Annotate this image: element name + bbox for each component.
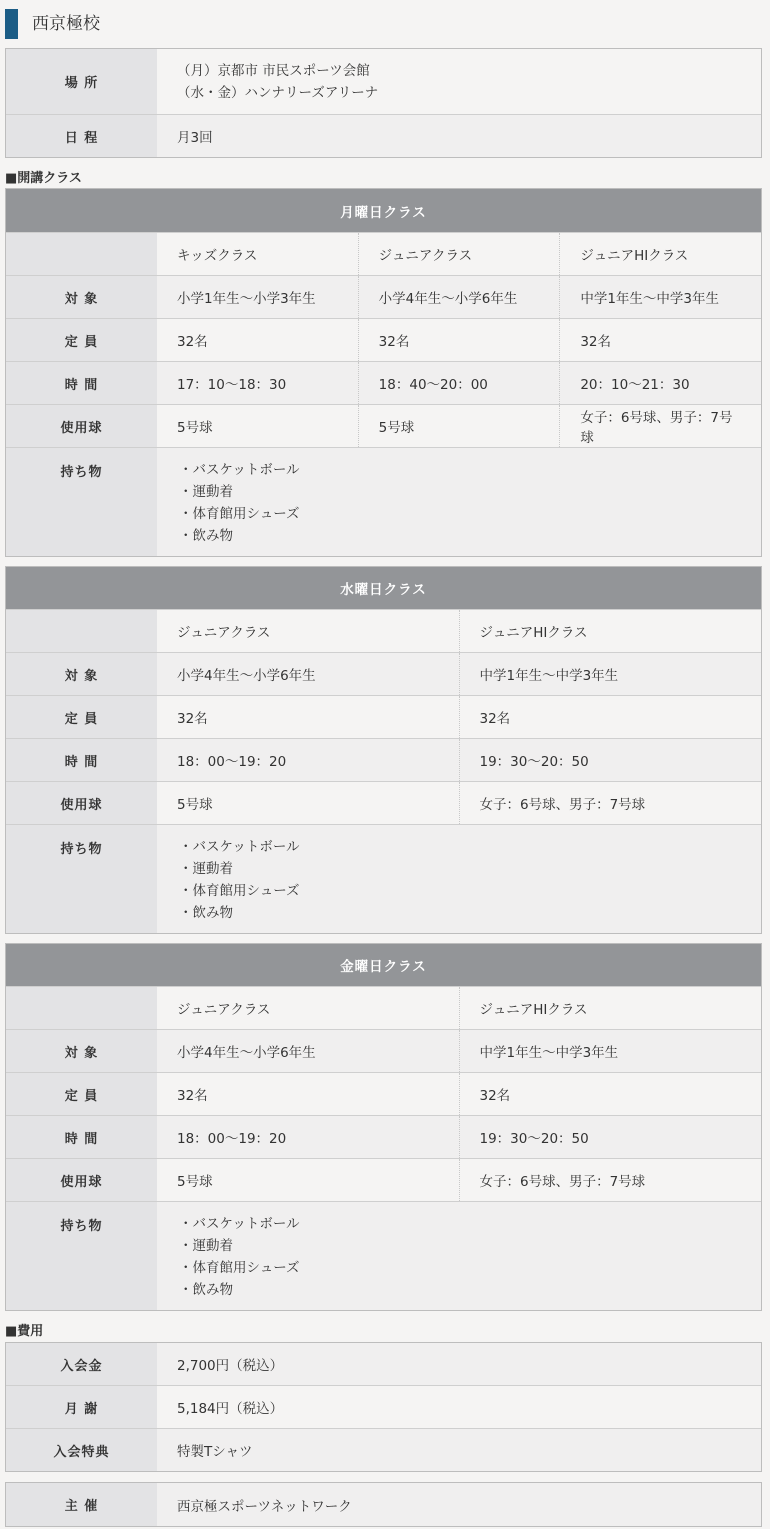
schedule-row [6,115,761,157]
capacity-value: 32名 [459,696,762,738]
list-item: ・飲み物 [179,528,233,544]
list-item: ・体育館用シューズ [179,1260,300,1276]
fee-value: 2,700円（税込） [157,1343,761,1385]
target-label: 対 象 [6,1030,157,1072]
capacity-label: 定 員 [6,696,157,738]
time-value: 17：10～18：30 [157,362,358,404]
class-name: ジュニアHIクラス [459,610,762,652]
wednesday-ball-row [6,782,761,825]
ball-value: 女子：6号球、男子：7号球 [559,405,761,447]
target-value: 小学4年生～小学6年生 [157,653,459,695]
place-line: （月）京都市 市民スポーツ会館 [177,62,370,79]
belongings-list [157,825,761,933]
fee-label: 入会特典 [6,1429,157,1471]
capacity-label: 定 員 [6,319,157,361]
ball-label: 使用球 [6,405,157,447]
list-item: ・飲み物 [179,1282,233,1298]
target-value: 中学1年生～中学3年生 [459,1030,762,1072]
capacity-value: 32名 [177,711,208,727]
time-value: 20：10～21：30 [559,362,761,404]
target-value: 中学1年生～中学3年生 [459,653,762,695]
page-title: 西京極校 [5,9,765,39]
monday-table [5,188,762,557]
list-item: ・バスケットボール [179,839,300,855]
monday-belongings-row [6,448,761,556]
class-name: ジュニアクラス [358,233,560,275]
wednesday-target-row [6,653,761,696]
list-item: ・体育館用シューズ [179,506,300,522]
capacity-value: 32名 [177,1088,208,1104]
friday-belongings-row [6,1202,761,1310]
monday-header: 月曜日クラス [6,189,761,233]
organizer-table [5,1482,762,1527]
time-label: 時 間 [6,739,157,781]
class-name: ジュニアクラス [157,610,459,652]
ball-value: 5号球 [177,1174,213,1190]
belongings-list [157,1202,761,1310]
list-item: ・体育館用シューズ [179,883,300,899]
belongings-label: 持ち物 [6,448,157,556]
belongings-label: 持ち物 [6,825,157,933]
wednesday-belongings-row [6,825,761,933]
place-row [6,49,761,115]
time-label: 時 間 [6,362,157,404]
fee-value: 特製Tシャツ [157,1429,761,1471]
fees-table [5,1342,762,1472]
target-value: 小学4年生～小学6年生 [157,1030,459,1072]
place-label: 場 所 [6,49,157,114]
friday-target-row [6,1030,761,1073]
list-item: ・運動着 [179,1238,233,1254]
ball-label: 使用球 [6,1159,157,1201]
target-value: 中学1年生～中学3年生 [559,276,761,318]
list-item: ・運動着 [179,484,233,500]
organizer-label: 主 催 [6,1483,157,1526]
friday-table [5,943,762,1311]
ball-value: 5号球 [177,797,213,813]
place-line: （水・金）ハンナリーズアリーナ [177,84,379,101]
monday-ball-row [6,405,761,448]
list-item: ・飲み物 [179,905,233,921]
empty-header-cell [6,233,157,275]
wednesday-class-names [6,610,761,653]
class-name: ジュニアクラス [157,987,459,1029]
class-name: キッズクラス [157,233,358,275]
list-item: ・運動着 [179,861,233,877]
fee-label: 入会金 [6,1343,157,1385]
ball-value: 女子：6号球、男子：7号球 [459,1159,762,1201]
target-label: 対 象 [6,276,157,318]
ball-value: 女子：6号球、男子：7号球 [459,782,762,824]
friday-ball-row [6,1159,761,1202]
wednesday-capacity-row [6,696,761,739]
monday-target-row [6,276,761,319]
classes-heading: ■開講クラス [5,171,82,186]
class-name: ジュニアHIクラス [559,233,761,275]
friday-capacity-row [6,1073,761,1116]
target-value: 小学1年生～小学3年生 [157,276,358,318]
capacity-value: 32名 [177,334,208,350]
friday-time-row [6,1116,761,1159]
time-value: 19：30～20：50 [459,1116,762,1158]
time-value: 18：00～19：20 [157,1116,459,1158]
place-value [157,49,761,114]
capacity-value: 32名 [459,1073,762,1115]
friday-header: 金曜日クラス [6,944,761,987]
list-item: ・バスケットボール [179,462,300,478]
capacity-value: 32名 [358,319,560,361]
ball-value: 5号球 [177,420,213,436]
fees-heading: ■費用 [5,1324,44,1339]
wednesday-header: 水曜日クラス [6,567,761,610]
empty-header-cell [6,610,157,652]
schedule-value: 月3回 [157,115,761,157]
monday-capacity-row [6,319,761,362]
time-value: 18：40～20：00 [358,362,560,404]
class-name: ジュニアHIクラス [459,987,762,1029]
fee-row [6,1343,761,1386]
organizer-value: 西京極スポーツネットワーク [157,1483,761,1526]
info-table [5,48,762,158]
time-value: 19：30～20：50 [459,739,762,781]
fee-row [6,1429,761,1471]
fee-value: 5,184円（税込） [177,1401,284,1417]
monday-class-names [6,233,761,276]
capacity-label: 定 員 [6,1073,157,1115]
wednesday-time-row [6,739,761,782]
monday-time-row [6,362,761,405]
ball-value: 5号球 [358,405,560,447]
time-label: 時 間 [6,1116,157,1158]
target-value: 小学4年生～小学6年生 [358,276,560,318]
schedule-label: 日 程 [6,115,157,157]
empty-header-cell [6,987,157,1029]
organizer-row [6,1483,761,1526]
wednesday-table [5,566,762,934]
target-label: 対 象 [6,653,157,695]
fee-row [6,1386,761,1429]
belongings-list [157,448,761,556]
capacity-value: 32名 [559,319,761,361]
friday-class-names [6,987,761,1030]
fee-label: 月 謝 [6,1386,157,1428]
ball-label: 使用球 [6,782,157,824]
time-value: 18：00～19：20 [157,739,459,781]
belongings-label: 持ち物 [6,1202,157,1310]
list-item: ・バスケットボール [179,1216,300,1232]
